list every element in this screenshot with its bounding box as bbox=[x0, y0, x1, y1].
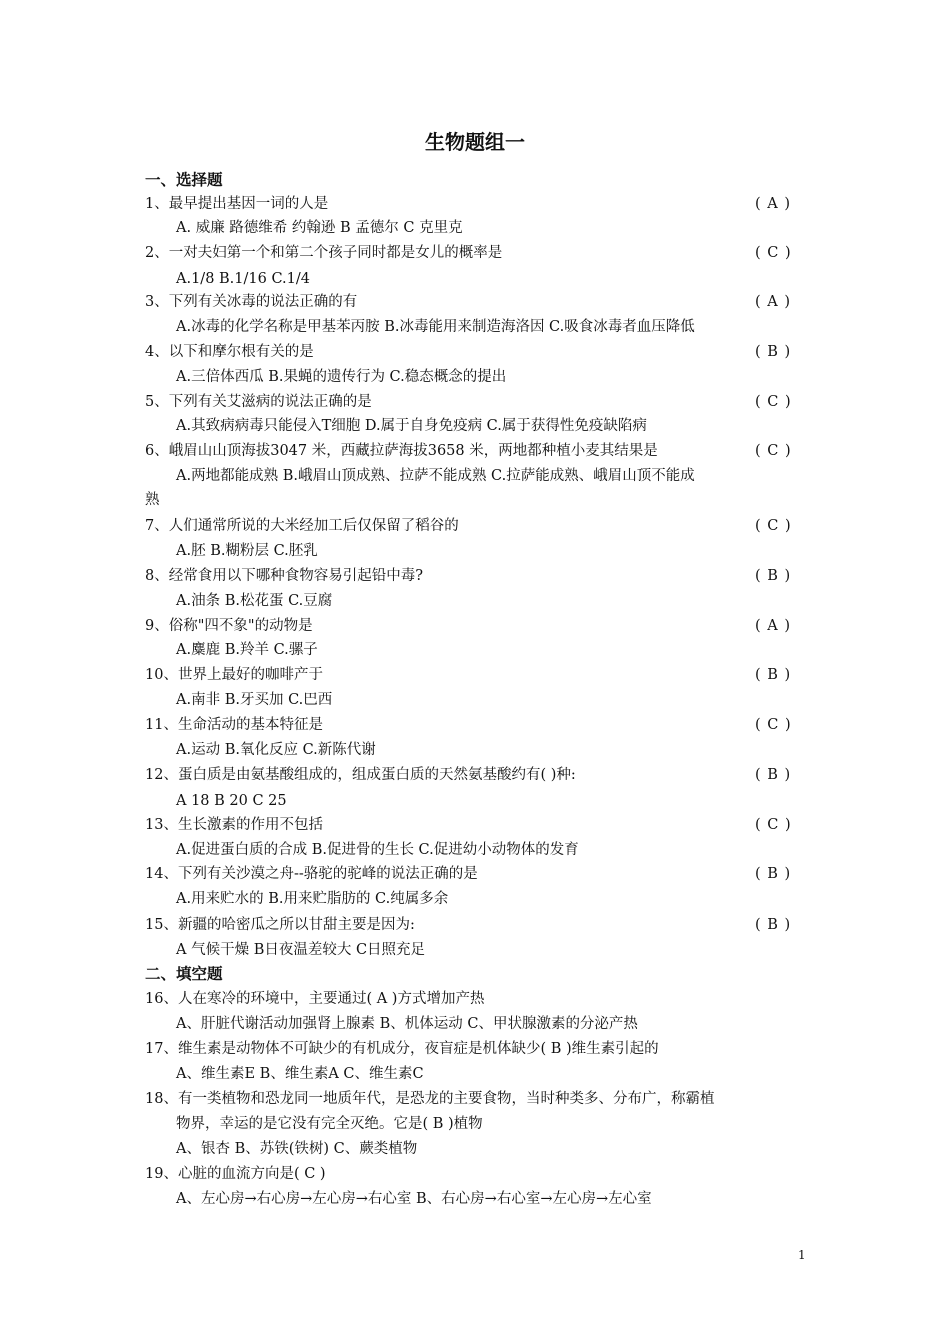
options-text: A.其致病病毒只能侵入T细胞 D.属于自身免疫病 C.属于获得性免疫缺陷病 bbox=[176, 418, 647, 434]
question-line bbox=[0, 663, 950, 687]
question-text: 9、俗称"四不象"的动物是 bbox=[145, 618, 313, 634]
options-line bbox=[0, 365, 950, 389]
options-text: 熟 bbox=[145, 492, 160, 508]
question-line bbox=[0, 439, 950, 463]
options-line bbox=[0, 267, 950, 291]
question-text: 18、有一类植物和恐龙同一地质年代，是恐龙的主要食物，当时种类多、分布广，称霸植 bbox=[145, 1091, 715, 1107]
answer-mark: ( A ) bbox=[755, 294, 792, 310]
options-line bbox=[0, 738, 950, 762]
answer-mark: ( B ) bbox=[755, 866, 792, 882]
options-text: A、维生素E B、维生素A C、维生素C bbox=[176, 1066, 424, 1082]
question-line bbox=[0, 564, 950, 588]
options-line bbox=[0, 464, 950, 488]
question-line bbox=[0, 614, 950, 638]
question-line bbox=[0, 1162, 950, 1186]
question-line bbox=[0, 1112, 950, 1136]
answer-mark: ( C ) bbox=[755, 245, 792, 261]
question-text: 3、下列有关冰毒的说法正确的有 bbox=[145, 294, 358, 310]
options-line bbox=[0, 887, 950, 911]
answer-mark: ( C ) bbox=[755, 717, 792, 733]
options-line bbox=[0, 789, 950, 813]
options-line bbox=[0, 488, 950, 512]
options-line bbox=[0, 1137, 950, 1161]
options-text: A.运动 B.氧化反应 C.新陈代谢 bbox=[176, 742, 376, 758]
answer-mark: ( C ) bbox=[755, 394, 792, 410]
question-line bbox=[0, 813, 950, 837]
question-line bbox=[0, 340, 950, 364]
answer-mark: ( B ) bbox=[755, 344, 792, 360]
options-text: A.两地都能成熟 B.峨眉山顶成熟、拉萨不能成熟 C.拉萨能成熟、峨眉山顶不能成 bbox=[176, 468, 695, 484]
options-line bbox=[0, 589, 950, 613]
options-text: A、肝脏代谢活动加强肾上腺素 B、机体运动 C、甲状腺激素的分泌产热 bbox=[176, 1016, 638, 1032]
question-line bbox=[0, 241, 950, 265]
answer-mark: ( B ) bbox=[755, 667, 792, 683]
question-text: 10、世界上最好的咖啡产于 bbox=[145, 667, 323, 683]
options-line bbox=[0, 216, 950, 240]
options-text: A.麋鹿 B.羚羊 C.骡子 bbox=[176, 642, 318, 658]
answer-mark: ( B ) bbox=[755, 767, 792, 783]
question-text: 2、一对夫妇第一个和第二个孩子同时都是女儿的概率是 bbox=[145, 245, 503, 261]
options-text: A.油条 B.松花蛋 C.豆腐 bbox=[176, 593, 333, 609]
options-line bbox=[0, 938, 950, 962]
question-line bbox=[0, 390, 950, 414]
question-line bbox=[0, 290, 950, 314]
question-text: 5、下列有关艾滋病的说法正确的是 bbox=[145, 394, 372, 410]
options-text: A. 威廉 路德维希 约翰逊 B 孟德尔 C 克里克 bbox=[176, 220, 463, 236]
options-text: A.南非 B.牙买加 C.巴西 bbox=[176, 692, 333, 708]
options-line bbox=[0, 1187, 950, 1211]
answer-mark: ( C ) bbox=[755, 443, 792, 459]
options-line bbox=[0, 1062, 950, 1086]
section-heading bbox=[0, 168, 950, 192]
options-text: A.三倍体西瓜 B.果蝇的遗传行为 C.稳态概念的提出 bbox=[176, 369, 507, 385]
question-text: 1、最早提出基因一词的人是 bbox=[145, 196, 329, 212]
options-text: A.1/8 B.1/16 C.1/4 bbox=[176, 271, 310, 287]
section-title: 二、填空题 bbox=[145, 965, 223, 983]
options-line bbox=[0, 539, 950, 563]
options-line bbox=[0, 638, 950, 662]
answer-mark: ( A ) bbox=[755, 618, 792, 634]
options-text: A.冰毒的化学名称是甲基苯丙胺 B.冰毒能用来制造海洛因 C.吸食冰毒者血压降低 bbox=[176, 319, 695, 335]
answer-mark: ( A ) bbox=[755, 196, 792, 212]
question-text: 14、下列有关沙漠之舟--骆驼的驼峰的说法正确的是 bbox=[145, 866, 478, 882]
question-line bbox=[0, 713, 950, 737]
question-text: 11、生命活动的基本特征是 bbox=[145, 717, 323, 733]
options-text: A 18 B 20 C 25 bbox=[176, 793, 287, 809]
options-line bbox=[0, 1012, 950, 1036]
question-text: 6、峨眉山山顶海拔3047 米，西藏拉萨海拔3658 米，两地都种植小麦其结果是 bbox=[145, 443, 658, 459]
question-line bbox=[0, 763, 950, 787]
question-line bbox=[0, 192, 950, 216]
options-text: A.胚 B.糊粉层 C.胚乳 bbox=[176, 543, 318, 559]
question-line bbox=[0, 862, 950, 886]
answer-mark: ( B ) bbox=[755, 568, 792, 584]
question-text: 15、新疆的哈密瓜之所以甘甜主要是因为: bbox=[145, 917, 415, 933]
question-text: 17、维生素是动物体不可缺少的有机成分，夜盲症是机体缺少( B )维生素引起的 bbox=[145, 1041, 659, 1057]
options-line bbox=[0, 688, 950, 712]
options-text: A 气候干燥 B日夜温差较大 C日照充足 bbox=[176, 942, 426, 958]
question-line bbox=[0, 913, 950, 937]
question-line bbox=[0, 514, 950, 538]
question-text: 12、蛋白质是由氨基酸组成的，组成蛋白质的天然氨基酸约有( )种: bbox=[145, 767, 576, 783]
question-text: 19、心脏的血流方向是( C ) bbox=[145, 1166, 326, 1182]
answer-mark: ( C ) bbox=[755, 518, 792, 534]
question-text: 8、经常食用以下哪种食物容易引起铅中毒? bbox=[145, 568, 423, 584]
options-line bbox=[0, 315, 950, 339]
question-text: 物界，幸运的是它没有完全灭绝。它是( B )植物 bbox=[176, 1116, 483, 1132]
section-heading bbox=[0, 962, 950, 986]
question-text: 13、生长激素的作用不包括 bbox=[145, 817, 323, 833]
question-text: 4、以下和摩尔根有关的是 bbox=[145, 344, 314, 360]
question-text: 16、人在寒冷的环境中，主要通过( A )方式增加产热 bbox=[145, 991, 485, 1007]
options-line bbox=[0, 414, 950, 438]
options-text: A.促进蛋白质的合成 B.促进骨的生长 C.促进幼小动物体的发育 bbox=[176, 842, 579, 858]
options-text: A、银杏 B、苏铁(铁树) C、蕨类植物 bbox=[176, 1141, 418, 1157]
section-title: 一、选择题 bbox=[145, 171, 223, 189]
options-text: A.用来贮水的 B.用来贮脂肪的 C.纯属多余 bbox=[176, 891, 449, 907]
question-line bbox=[0, 987, 950, 1011]
options-text: A、左心房→右心房→左心房→右心室 B、右心房→右心室→左心房→左心室 bbox=[176, 1191, 652, 1207]
answer-mark: ( B ) bbox=[755, 917, 792, 933]
question-text: 7、人们通常所说的大米经加工后仅保留了稻谷的 bbox=[145, 518, 459, 534]
question-line bbox=[0, 1037, 950, 1061]
options-line bbox=[0, 838, 950, 862]
question-line bbox=[0, 1087, 950, 1111]
page-title: 生物题组一 bbox=[425, 130, 525, 154]
answer-mark: ( C ) bbox=[755, 817, 792, 833]
page-number: 1 bbox=[798, 1248, 806, 1262]
